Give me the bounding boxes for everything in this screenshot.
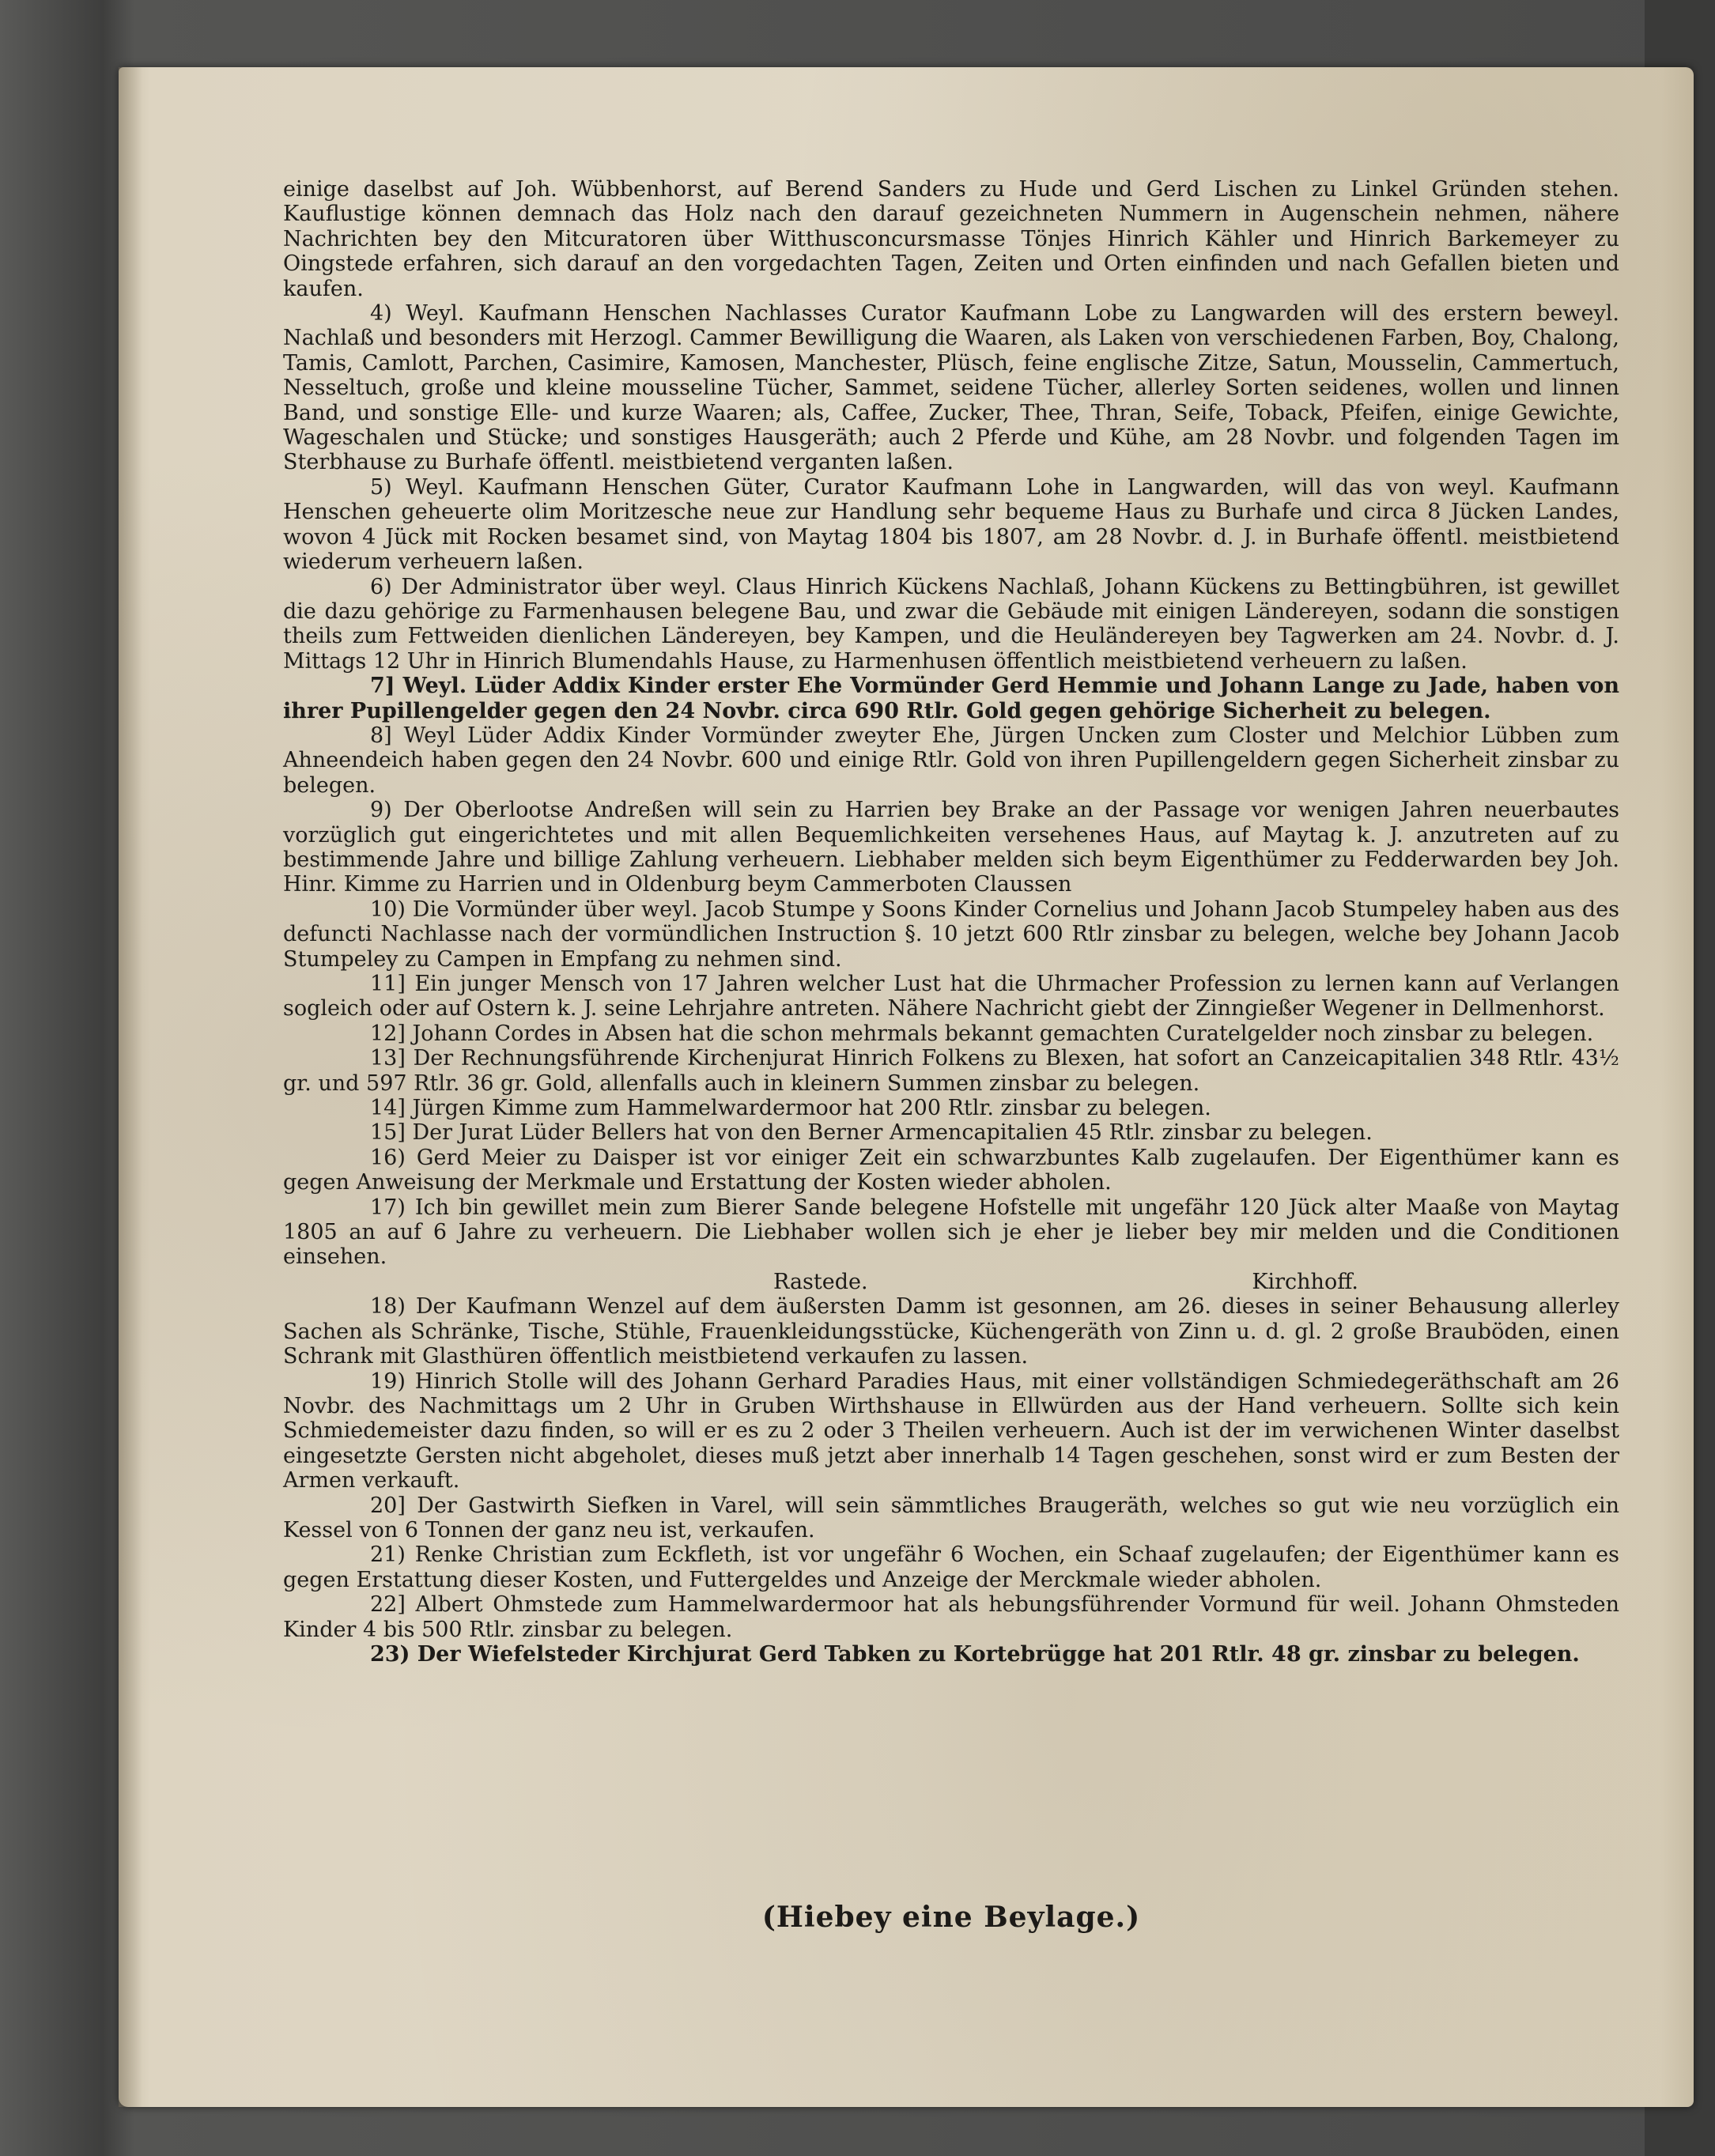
- signature-row: [283, 1270, 1619, 1294]
- announcement-number: 19): [370, 1369, 406, 1394]
- announcement-number: 17): [370, 1195, 406, 1220]
- announcement-number: 21): [370, 1542, 406, 1568]
- announcement-5: 5) Weyl. Kaufmann Henschen Güter, Curator Kaufmann Lohe in Langwarden, will das von weyl. Kaufmann Henschen geheuerte olim Moritzesche neue zur Handlung sehr bequeme Haus zu Burhafe und circa 8 Jücken Landes, wovon 4 Jück mit Rocken besamet sind, von Maytag 1804 bis 1807, am 28 Novbr. d. J. in Burhafe öffentl. meistbietend wiederum verheuern laßen.: [283, 474, 1619, 575]
- page-left-edge-shadow: [119, 67, 142, 2107]
- announcement-number: 15]: [370, 1120, 406, 1146]
- announcement-number: 18): [370, 1294, 406, 1320]
- announcement-16: 16) Gerd Meier zu Daisper ist vor einiger Zeit ein schwarzbuntes Kalb zugelaufen. Der Eigenthümer kann es gegen Anweisung der Merkmale und Erstattung der Kosten wieder abholen.: [283, 1145, 1619, 1195]
- announcement-number: 7]: [370, 674, 395, 699]
- announcement-number: 20]: [370, 1493, 406, 1518]
- announcement-number: 23): [370, 1641, 410, 1667]
- announcement-19: 19) Hinrich Stolle will des Johann Gerhard Paradies Haus, mit einer vollständigen Schmiedegeräthschaft am 26 Novbr. des Nachmittags um 2 Uhr in Gruben Wirthshause in Ellwürden aus der Hand verheuern. Sollte sich kein Schmiedemeister dazu finden, so will er es zu 2 oder 3 Theilen verheuern. Auch ist der im verwichenen Winter daselbst eingesetzte Gersten nicht abgeholet, dieses muß jetzt aber innerhalb 14 Tagen geschehen, sonst wird er zum Besten der Armen verkauft.: [283, 1369, 1619, 1493]
- announcement-22: 22] Albert Ohmstede zum Hammelwardermoor hat als hebungsführender Vormund für weil. Johann Ohmsteden Kinder 4 bis 500 Rtlr. zinsbar zu belegen.: [283, 1592, 1619, 1642]
- announcement-number: 4): [370, 301, 392, 327]
- announcements-column: [283, 177, 1619, 1667]
- signature-name: Kirchhoff.: [1252, 1269, 1358, 1294]
- announcement-7: 7] Weyl. Lüder Addix Kinder erster Ehe Vormünder Gerd Hemmie und Johann Lange zu Jade, haben von ihrer Pupillengelder gegen den 24 Novbr. circa 690 Rtlr. Gold gegen gehörige Sicherheit zu belegen.: [283, 674, 1620, 723]
- announcement-number: 12]: [370, 1021, 406, 1046]
- signature-place: Rastede.: [773, 1269, 868, 1294]
- announcement-10: 10) Die Vormünder über weyl. Jacob Stumpe y Soons Kinder Cornelius und Johann Jacob Stumpeley haben aus des defuncti Nachlasse nach der vormündlichen Instruction §. 10 jetzt 600 Rtlr zinsbar zu belegen, welche bey Johann Jacob Stumpeley zu Campen in Empfang zu nehmen sind.: [283, 897, 1619, 972]
- announcement-number: 22]: [370, 1592, 406, 1618]
- announcement-23: 23) Der Wiefelsteder Kirchjurat Gerd Tabken zu Kortebrügge hat 201 Rtlr. 48 gr. zinsbar zu belegen.: [370, 1641, 1580, 1667]
- announcement-4: 4) Weyl. Kaufmann Henschen Nachlasses Curator Kaufmann Lobe zu Langwarden will des erstern beweyl. Nachlaß und besonders mit Herzogl. Cammer Bewilligung die Waaren, als Laken von verschiedenen Farben, Boy, Chalong, Tamis, Camlott, Parchen, Casimire, Kamosen, Manchester, Plüsch, feine englische Zitze, Satun, Mousselin, Cammertuch, Nesseltuch, große und kleine mousseline Tücher, Sammet, seidene Tücher, allerley Sorten seidenes, wollen und linnen Band, und sonstige Elle- und kurze Waaren; als, Caffee, Zucker, Thee, Thran, Seife, Toback, Pfeifen, einige Gewichte, Wageschalen und Stücke; und sonstiges Hausgeräth; auch 2 Pferde und Kühe, am 28 Novbr. und folgenden Tagen im Sterbhause zu Burhafe öffentl. meistbietend verganten laßen.: [283, 301, 1619, 475]
- announcement-12: 12] Johann Cordes in Absen hat die schon mehrmals bekannt gemachten Curatelgelder noch zinsbar zu belegen.: [370, 1021, 1594, 1046]
- announcement-number: 10): [370, 897, 406, 922]
- announcement-17: 17) Ich bin gewillet mein zum Bierer Sande belegene Hofstelle mit ungefähr 120 Jück alter Maaße von Maytag 1805 an auf 6 Jahre zu verheuern. Die Liebhaber wollen sich je eher je lieber bey mir melden und die Conditionen einsehen.: [283, 1195, 1619, 1270]
- announcement-number: 13]: [370, 1046, 406, 1071]
- announcement-number: 16): [370, 1145, 406, 1170]
- announcement-20: 20] Der Gastwirth Siefken in Varel, will sein sämmtliches Braugeräth, welches so gut wie neu vorzüglich ein Kessel von 6 Tonnen der ganz neu ist, verkaufen.: [283, 1493, 1619, 1542]
- announcement-18: 18) Der Kaufmann Wenzel auf dem äußersten Damm ist gesonnen, am 26. dieses in seiner Behausung allerley Sachen als Schränke, Tische, Stühle, Frauenkleidungsstücke, Küchengeräth von Zinn u. d. gl. 2 große Brauböden, einen Schrank mit Glasthüren öffentlich meistbietend verkaufen zu lassen.: [283, 1294, 1619, 1369]
- announcement-11: 11] Ein junger Mensch von 17 Jahren welcher Lust hat die Uhrmacher Profession zu lernen kann auf Verlangen sogleich oder auf Ostern k. J. seine Lehrjahre antreten. Nähere Nachricht giebt der Zinngießer Wegener in Dellmenhorst.: [283, 972, 1619, 1021]
- announcement-number: 5): [370, 474, 392, 500]
- announcement-21: 21) Renke Christian zum Eckfleth, ist vor ungefähr 6 Wochen, ein Schaaf zugelaufen; der Eigenthümer kann es gegen Erstattung dieser Kosten, und Futtergeldes und Anzeige der Merckmale wieder abholen.: [283, 1542, 1619, 1592]
- announcement-9: 9) Der Oberlootse Andreßen will sein zu Harrien bey Brake an der Passage vor wenigen Jahren neuerbautes vorzüglich gut eingerichtetes und mit allen Bequemlichkeiten versehenes Haus, auf Maytag k. J. anzutreten auf zu bestimmende Jahre und billige Zahlung verheuern. Liebhaber melden sich beym Eigenthümer zu Fedderwarden bey Joh. Hinr. Kimme zu Harrien und in Oldenburg beym Cammerboten Claussen: [283, 798, 1619, 897]
- announcement-8: 8] Weyl Lüder Addix Kinder Vormünder zweyter Ehe, Jürgen Uncken zum Closter und Melchior Lübben zum Ahneendeich haben gegen den 24 Novbr. 600 und einige Rtlr. Gold von ihren Pupillengeldern gegen Sicherheit zinsbar zu belegen.: [283, 723, 1619, 798]
- announcement-14: 14] Jürgen Kimme zum Hammelwardermoor hat 200 Rtlr. zinsbar zu belegen.: [370, 1096, 1211, 1121]
- announcement-number: 8]: [370, 723, 392, 748]
- supplement-notice: (Hiebey eine Beylage.): [761, 1901, 1141, 1934]
- announcement-number: 11]: [370, 972, 406, 996]
- announcement-13: 13] Der Rechnungsführende Kirchenjurat Hinrich Folkens zu Blexen, hat sofort an Canzeicapitalien 348 Rtlr. 43½ gr. und 597 Rtlr. 36 gr. Gold, allenfalls auch in kleinern Summen zinsbar zu belegen.: [283, 1046, 1619, 1096]
- announcement-number: 6): [370, 574, 392, 599]
- announcement-15: 15] Der Jurat Lüder Bellers hat von den Berner Armencapitalien 45 Rtlr. zinsbar zu belegen.: [370, 1120, 1373, 1146]
- announcement-number: 14]: [370, 1096, 406, 1121]
- announcement-number: 9): [370, 798, 392, 823]
- announcement-6: 6) Der Administrator über weyl. Claus Hinrich Kückens Nachlaß, Johann Kückens zu Bettingbühren, ist gewillet die dazu gehörige zu Farmenhausen belegene Bau, und zwar die Gebäude mit einigen Ländereyen, sodann die sonstigen theils zum Fettweiden dienlichen Ländereyen, bey Kampen, und die Heuländereyen bey Tagwerken am 24. Novbr. d. J. Mittags 12 Uhr in Hinrich Blumendahls Hause, zu Harmenhusen öffentlich meistbietend verheuern zu laßen.: [283, 574, 1619, 674]
- announcement-continued: einige daselbst auf Joh. Wübbenhorst, auf Berend Sanders zu Hude und Gerd Lischen zu Linkel Gründen stehen. Kauflustige können demnach das Holz nach den darauf gezeichneten Nummern in Augenschein nehmen, nähere Nachrichten bey den Mitcuratoren über Witthusconcursmasse Tönjes Hinrich Kähler und Hinrich Barkemeyer zu Oingstede erfahren, sich darauf an den vorgedachten Tagen, Zeiten und Orten einfinden und nach Gefallen bieten und kaufen.: [283, 177, 1619, 301]
